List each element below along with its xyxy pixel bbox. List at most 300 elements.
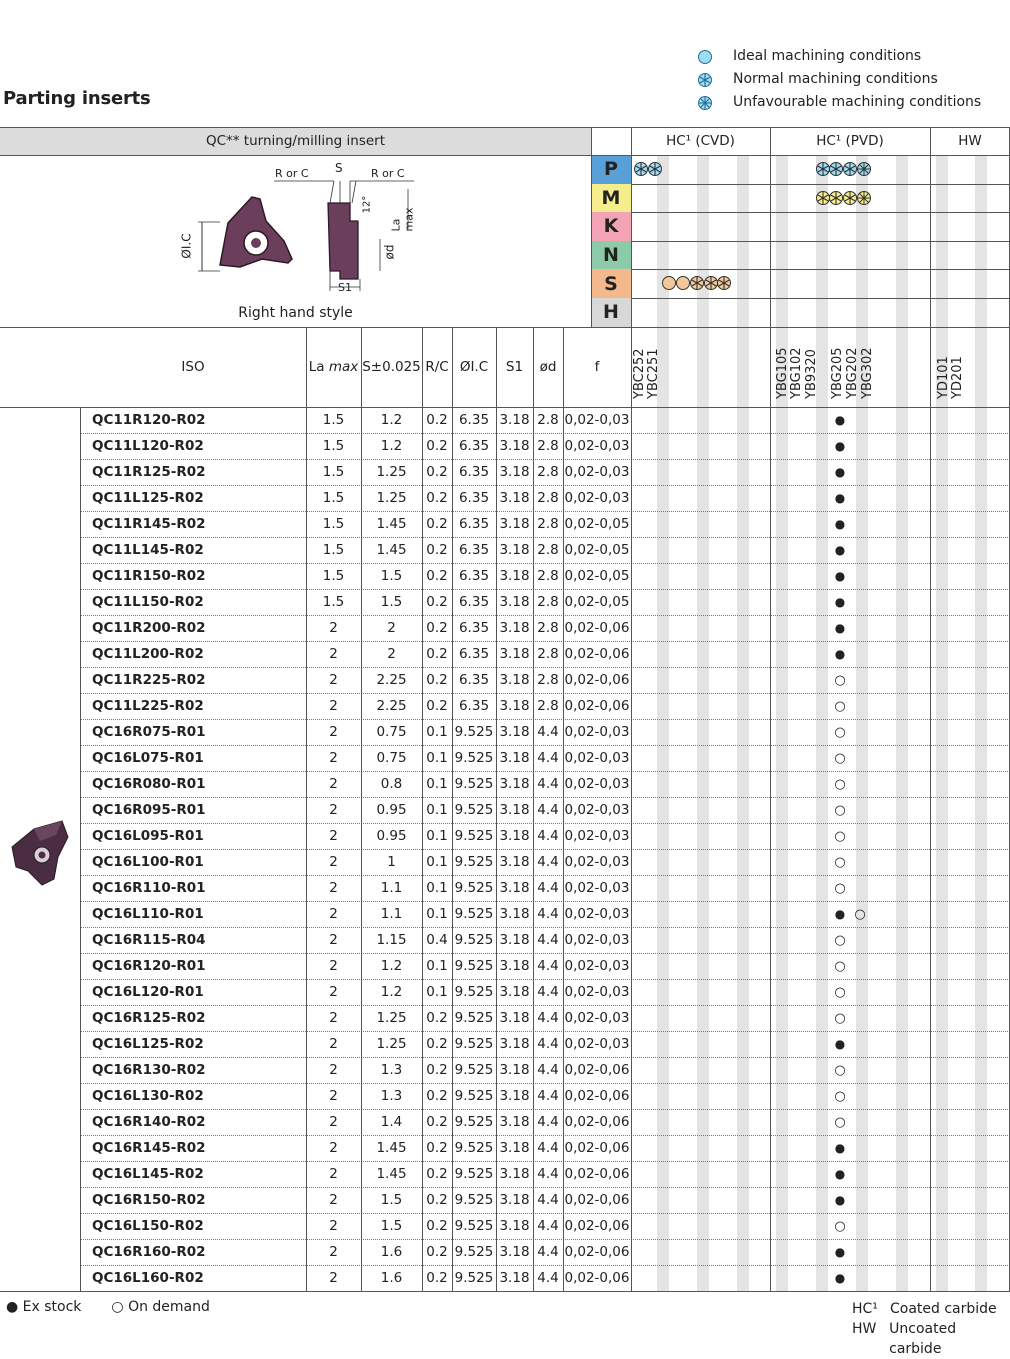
hw-key: HW — [852, 1321, 877, 1337]
on-demand-circle-icon: ○ — [834, 880, 846, 896]
cell-s: 0.8 — [380, 776, 403, 792]
ex-stock-dot-icon: ● — [834, 1141, 846, 1155]
ex-stock-dot-icon: ● — [834, 621, 846, 635]
cell-s1: 3.18 — [499, 1010, 530, 1026]
cell-rc: 0.1 — [426, 776, 448, 792]
cell-iso: QC16L130-R02 — [92, 1088, 204, 1104]
cell-od: 4.4 — [537, 1166, 559, 1182]
on-demand-circle-icon: ○ — [834, 958, 846, 974]
cell-iso: QC16L160-R02 — [92, 1270, 204, 1286]
col-s1: S1 — [505, 359, 524, 375]
cell-od: 2.8 — [537, 516, 559, 532]
cell-s1: 3.18 — [499, 854, 530, 870]
on-demand-circle-icon: ○ — [834, 1114, 846, 1130]
cell-dic: 9.525 — [454, 1192, 494, 1208]
insert-title-cell: QC** turning/milling insert — [0, 127, 591, 155]
cell-f: 0,02-0,03 — [564, 412, 630, 428]
ex-stock-dot-icon: ● — [834, 907, 846, 921]
cell-s1: 3.18 — [499, 438, 530, 454]
ex-stock-dot-icon: ● — [834, 543, 846, 557]
column-divider — [930, 127, 931, 1291]
page-title: Parting inserts — [3, 88, 151, 109]
cell-rc: 0.1 — [426, 828, 448, 844]
cell-rc: 0.2 — [426, 620, 448, 636]
cell-la: 2 — [329, 672, 338, 688]
cell-dic: 6.35 — [458, 438, 490, 454]
cell-od: 2.8 — [537, 620, 559, 636]
legend-normal-label: Normal machining conditions — [733, 71, 938, 87]
material-s: S — [591, 269, 631, 298]
cell-s: 1.1 — [380, 880, 403, 896]
cell-od: 2.8 — [537, 568, 559, 584]
on-demand-circle-icon: ○ — [834, 776, 846, 792]
cell-s1: 3.18 — [499, 594, 530, 610]
cell-f: 0,02-0,06 — [564, 1218, 630, 1234]
cell-dic: 9.525 — [454, 1270, 494, 1286]
grade-label-ybc251: YBC251 — [646, 348, 661, 399]
hw-value: Uncoated carbide — [889, 1321, 957, 1357]
cell-f: 0,02-0,03 — [564, 854, 630, 870]
column-divider — [770, 127, 771, 1291]
cell-s: 2 — [387, 646, 396, 662]
grade-label-yb9320: YB9320 — [804, 349, 819, 399]
insert-drawing-svg — [180, 159, 420, 299]
column-divider — [80, 407, 81, 1291]
grade-label-ybc252: YBC252 — [632, 348, 647, 399]
normal-star-icon — [716, 275, 732, 291]
cell-rc: 0.2 — [426, 1166, 448, 1182]
cell-f: 0,02-0,06 — [564, 1244, 630, 1260]
ex-stock-dot-icon: ● — [834, 1245, 846, 1259]
material-row-divider — [591, 298, 1010, 299]
cell-rc: 0.1 — [426, 984, 448, 1000]
cell-la: 1.5 — [322, 490, 345, 506]
cell-s: 1.6 — [380, 1244, 403, 1260]
cell-dic: 9.525 — [454, 1010, 494, 1026]
cell-rc: 0.2 — [426, 1010, 448, 1026]
cell-dic: 6.35 — [458, 516, 490, 532]
cell-dic: 9.525 — [454, 958, 494, 974]
on-demand-circle-icon: ○ — [834, 724, 846, 740]
cell-f: 0,02-0,06 — [564, 1062, 630, 1078]
cell-dic: 6.35 — [458, 412, 490, 428]
cell-la: 2 — [329, 1244, 338, 1260]
legend-ideal — [695, 45, 981, 68]
cell-rc: 0.1 — [426, 958, 448, 974]
cell-od: 4.4 — [537, 1244, 559, 1260]
col-od: ød — [539, 359, 557, 375]
cell-dic: 9.525 — [454, 1062, 494, 1078]
cell-od: 4.4 — [537, 1114, 559, 1130]
cell-iso: QC16R120-R01 — [92, 958, 206, 974]
cell-od: 2.8 — [537, 672, 559, 688]
column-divider — [306, 327, 307, 1291]
on-demand-label: On demand — [128, 1299, 210, 1315]
cell-od: 4.4 — [537, 1192, 559, 1208]
cell-dic: 9.525 — [454, 750, 494, 766]
drawing-label-od: ød — [382, 244, 397, 260]
cell-f: 0,02-0,03 — [564, 438, 630, 454]
ex-stock-dot-icon: ● — [834, 413, 846, 427]
on-demand-circle-icon: ○ — [834, 1010, 846, 1026]
cell-f: 0,02-0,03 — [564, 724, 630, 740]
cell-f: 0,02-0,06 — [564, 1114, 630, 1130]
cell-dic: 6.35 — [458, 490, 490, 506]
cell-s1: 3.18 — [499, 958, 530, 974]
cell-od: 2.8 — [537, 412, 559, 428]
cell-la: 2 — [329, 1218, 338, 1234]
ex-stock-dot-icon: ● — [834, 1167, 846, 1181]
cell-s1: 3.18 — [499, 542, 530, 558]
cell-f: 0,02-0,05 — [564, 516, 630, 532]
cell-f: 0,02-0,03 — [564, 464, 630, 480]
on-demand-circle-icon: ○ — [834, 1062, 846, 1078]
cell-s: 0.75 — [376, 724, 407, 740]
column-divider — [496, 327, 497, 1291]
cell-la: 1.5 — [322, 594, 345, 610]
cell-dic: 9.525 — [454, 1036, 494, 1052]
grade-label-yd101: YD101 — [936, 356, 951, 399]
cell-dic: 9.525 — [454, 776, 494, 792]
cell-s1: 3.18 — [499, 1088, 530, 1104]
legend-ideal-label: Ideal machining conditions — [733, 48, 922, 64]
cell-s: 1.45 — [376, 1166, 407, 1182]
cell-s: 1.2 — [380, 958, 403, 974]
on-demand-circle-icon: ○ — [111, 1299, 124, 1315]
grade-label-ybg105: YBG105 — [775, 347, 790, 399]
drawing-label-s1: S1 — [338, 281, 352, 294]
cell-rc: 0.2 — [426, 1062, 448, 1078]
cell-od: 4.4 — [537, 828, 559, 844]
cell-rc: 0.2 — [426, 1218, 448, 1234]
ex-stock-dot-icon: ● — [6, 1299, 19, 1315]
cell-s1: 3.18 — [499, 906, 530, 922]
cell-f: 0,02-0,06 — [564, 646, 630, 662]
drawing-label-s: S — [335, 161, 343, 175]
cell-s: 2 — [387, 620, 396, 636]
cell-rc: 0.1 — [426, 854, 448, 870]
on-demand-circle-icon: ○ — [854, 906, 866, 922]
cell-rc: 0.2 — [426, 542, 448, 558]
coating-legend — [852, 1299, 1010, 1359]
cell-dic: 6.35 — [458, 542, 490, 558]
cell-od: 4.4 — [537, 776, 559, 792]
cell-rc: 0.2 — [426, 438, 448, 454]
cell-s1: 3.18 — [499, 828, 530, 844]
material-m: M — [591, 184, 631, 213]
cell-s: 1.5 — [380, 1192, 403, 1208]
cell-iso: QC11R150-R02 — [92, 568, 206, 584]
cell-f: 0,02-0,06 — [564, 1166, 630, 1182]
cell-la: 2 — [329, 880, 338, 896]
cell-la: 2 — [329, 1140, 338, 1156]
cell-f: 0,02-0,03 — [564, 932, 630, 948]
cell-la: 1.5 — [322, 516, 345, 532]
cell-s1: 3.18 — [499, 1192, 530, 1208]
on-demand-circle-icon: ○ — [834, 932, 846, 948]
grade-label-ybg102: YBG102 — [789, 347, 804, 399]
cell-la: 2 — [329, 958, 338, 974]
cell-s1: 3.18 — [499, 802, 530, 818]
cell-f: 0,02-0,03 — [564, 828, 630, 844]
col-dic: ØI.C — [459, 359, 489, 375]
cell-rc: 0.1 — [426, 880, 448, 896]
cell-la: 2 — [329, 1010, 338, 1026]
cell-rc: 0.2 — [426, 672, 448, 688]
group-cvd: HC¹ (CVD) — [666, 133, 735, 149]
material-n: N — [591, 241, 631, 270]
stock-legend — [6, 1299, 210, 1315]
cell-la: 1.5 — [322, 568, 345, 584]
ex-stock-dot-icon: ● — [834, 569, 846, 583]
cell-s: 2.25 — [376, 672, 407, 688]
legend-normal — [695, 68, 981, 91]
cell-s1: 3.18 — [499, 490, 530, 506]
drawing-label-dic: ØI.C — [179, 233, 194, 259]
cell-od: 4.4 — [537, 1218, 559, 1234]
cell-iso: QC11R145-R02 — [92, 516, 206, 532]
normal-star-icon — [697, 72, 713, 88]
cell-s: 1.45 — [376, 516, 407, 532]
on-demand-circle-icon: ○ — [834, 828, 846, 844]
column-divider — [361, 327, 362, 1291]
cell-dic: 9.525 — [454, 1166, 494, 1182]
cell-iso: QC16R130-R02 — [92, 1062, 206, 1078]
cell-dic: 9.525 — [454, 880, 494, 896]
cell-rc: 0.2 — [426, 594, 448, 610]
cell-f: 0,02-0,05 — [564, 568, 630, 584]
cell-rc: 0.1 — [426, 724, 448, 740]
cell-f: 0,02-0,03 — [564, 880, 630, 896]
col-lamax-base: La — [308, 359, 325, 375]
column-divider — [631, 127, 632, 1291]
table-rule — [0, 127, 1010, 128]
cell-la: 2 — [329, 1088, 338, 1104]
cell-la: 1.5 — [322, 464, 345, 480]
cell-rc: 0.2 — [426, 516, 448, 532]
cell-f: 0,02-0,03 — [564, 984, 630, 1000]
cell-iso: QC11R120-R02 — [92, 412, 206, 428]
grade-label-ybg202: YBG202 — [845, 347, 860, 399]
cell-s: 1.25 — [376, 1036, 407, 1052]
cell-s1: 3.18 — [499, 932, 530, 948]
cell-iso: QC16R110-R01 — [92, 880, 206, 896]
col-lamax-italic: max — [328, 359, 359, 375]
cell-iso: QC16R160-R02 — [92, 1244, 206, 1260]
cell-od: 2.8 — [537, 490, 559, 506]
cell-s1: 3.18 — [499, 776, 530, 792]
cell-f: 0,02-0,06 — [564, 1088, 630, 1104]
drawing-label-r-right: R or C — [371, 167, 405, 180]
cell-f: 0,02-0,03 — [564, 490, 630, 506]
cell-od: 4.4 — [537, 906, 559, 922]
cell-rc: 0.2 — [426, 1140, 448, 1156]
cell-iso: QC16L100-R01 — [92, 854, 204, 870]
cell-s: 1.2 — [380, 984, 403, 1000]
cell-od: 4.4 — [537, 984, 559, 1000]
cell-s1: 3.18 — [499, 1062, 530, 1078]
group-hw: HW — [958, 133, 982, 149]
col-s: S±0.025 — [362, 359, 421, 375]
cell-dic: 6.35 — [458, 646, 490, 662]
cell-f: 0,02-0,03 — [564, 1036, 630, 1052]
cell-rc: 0.2 — [426, 1114, 448, 1130]
cell-la: 2 — [329, 1062, 338, 1078]
cell-od: 4.4 — [537, 1140, 559, 1156]
cell-rc: 0.4 — [426, 932, 448, 948]
hc-key: HC¹ — [852, 1301, 878, 1317]
col-f: f — [594, 359, 600, 375]
cell-dic: 9.525 — [454, 1244, 494, 1260]
ex-stock-legend — [6, 1299, 81, 1315]
cell-od: 4.4 — [537, 880, 559, 896]
cell-s: 1.2 — [380, 412, 403, 428]
ex-stock-dot-icon: ● — [834, 517, 846, 531]
cell-iso: QC11L125-R02 — [92, 490, 204, 506]
grade-label-yd201: YD201 — [950, 356, 965, 399]
cell-la: 2 — [329, 1114, 338, 1130]
cell-f: 0,02-0,03 — [564, 958, 630, 974]
cell-s: 1.6 — [380, 1270, 403, 1286]
material-h: H — [591, 298, 631, 327]
cell-f: 0,02-0,03 — [564, 802, 630, 818]
cell-rc: 0.2 — [426, 464, 448, 480]
cell-od: 4.4 — [537, 1036, 559, 1052]
cell-s1: 3.18 — [499, 1140, 530, 1156]
cell-od: 4.4 — [537, 854, 559, 870]
cell-s: 0.95 — [376, 828, 407, 844]
on-demand-circle-icon: ○ — [834, 672, 846, 688]
cell-iso: QC11R125-R02 — [92, 464, 206, 480]
cell-iso: QC16R150-R02 — [92, 1192, 206, 1208]
grade-label-ybg205: YBG205 — [830, 347, 845, 399]
material-k: K — [591, 212, 631, 241]
cell-la: 1.5 — [322, 412, 345, 428]
on-demand-circle-icon: ○ — [834, 1218, 846, 1234]
table-rule — [0, 327, 1010, 328]
cell-la: 2 — [329, 828, 338, 844]
cell-dic: 9.525 — [454, 1088, 494, 1104]
ex-stock-dot-icon: ● — [834, 595, 846, 609]
cell-s1: 3.18 — [499, 750, 530, 766]
cell-s: 1.25 — [376, 464, 407, 480]
table-rule — [0, 155, 1010, 156]
cell-iso: QC11L145-R02 — [92, 542, 204, 558]
cell-iso: QC16R115-R04 — [92, 932, 206, 948]
cell-iso: QC11L150-R02 — [92, 594, 204, 610]
cell-iso: QC16L150-R02 — [92, 1218, 204, 1234]
cell-od: 2.8 — [537, 698, 559, 714]
on-demand-circle-icon: ○ — [834, 698, 846, 714]
cell-dic: 9.525 — [454, 1218, 494, 1234]
column-divider — [452, 327, 453, 1291]
ex-stock-dot-icon: ● — [834, 491, 846, 505]
cell-od: 2.8 — [537, 542, 559, 558]
cell-rc: 0.2 — [426, 1244, 448, 1260]
cell-s: 0.95 — [376, 802, 407, 818]
cell-f: 0,02-0,06 — [564, 1140, 630, 1156]
unfavourable-star-icon — [697, 95, 713, 111]
cell-s1: 3.18 — [499, 646, 530, 662]
unfavourable-star-icon — [856, 190, 872, 206]
cell-s1: 3.18 — [499, 698, 530, 714]
cell-s: 1.5 — [380, 1218, 403, 1234]
insert-drawing — [180, 159, 420, 299]
on-demand-circle-icon: ○ — [834, 750, 846, 766]
cell-s: 1 — [387, 854, 396, 870]
cell-la: 2 — [329, 984, 338, 1000]
cell-od: 4.4 — [537, 1270, 559, 1286]
cell-dic: 9.525 — [454, 1140, 494, 1156]
ex-stock-dot-icon: ● — [834, 647, 846, 661]
cell-la: 2 — [329, 646, 338, 662]
column-divider — [563, 327, 564, 1291]
cell-la: 2 — [329, 1166, 338, 1182]
cell-s: 0.75 — [376, 750, 407, 766]
cell-s: 1.4 — [380, 1114, 403, 1130]
drawing-label-angle: 12° — [361, 195, 373, 214]
col-rc: R/C — [425, 359, 449, 375]
cell-dic: 9.525 — [454, 1114, 494, 1130]
legend-unfavourable-label: Unfavourable machining conditions — [733, 94, 982, 110]
cell-f: 0,02-0,05 — [564, 594, 630, 610]
table-rule — [0, 1291, 1010, 1292]
cell-s1: 3.18 — [499, 620, 530, 636]
cell-rc: 0.1 — [426, 906, 448, 922]
cell-f: 0,02-0,06 — [564, 672, 630, 688]
cell-s: 1.1 — [380, 906, 403, 922]
cell-iso: QC16L145-R02 — [92, 1166, 204, 1182]
cell-s: 1.25 — [376, 1010, 407, 1026]
cell-iso: QC16L095-R01 — [92, 828, 204, 844]
cell-od: 4.4 — [537, 802, 559, 818]
cell-rc: 0.2 — [426, 568, 448, 584]
cell-od: 4.4 — [537, 1062, 559, 1078]
cell-dic: 6.35 — [458, 568, 490, 584]
group-pvd: HC¹ (PVD) — [816, 133, 884, 149]
cell-dic: 6.35 — [458, 620, 490, 636]
cell-iso: QC16L110-R01 — [92, 906, 204, 922]
cell-f: 0,02-0,03 — [564, 1010, 630, 1026]
ideal-circle-icon — [697, 49, 713, 65]
cell-rc: 0.2 — [426, 1036, 448, 1052]
material-row-divider — [591, 269, 1010, 270]
cell-la: 2 — [329, 854, 338, 870]
cell-iso: QC11R200-R02 — [92, 620, 206, 636]
cell-od: 4.4 — [537, 932, 559, 948]
ex-stock-dot-icon: ● — [834, 465, 846, 479]
cell-s: 1.45 — [376, 542, 407, 558]
material-p: P — [591, 155, 631, 184]
cell-f: 0,02-0,06 — [564, 698, 630, 714]
cell-la: 2 — [329, 750, 338, 766]
legend-unfavourable — [695, 91, 981, 114]
column-divider — [422, 327, 423, 1291]
cell-s: 1.45 — [376, 1140, 407, 1156]
cell-iso: QC11L120-R02 — [92, 438, 204, 454]
cell-s: 1.5 — [380, 594, 403, 610]
cell-iso: QC16L125-R02 — [92, 1036, 204, 1052]
cell-dic: 9.525 — [454, 906, 494, 922]
on-demand-circle-icon: ○ — [834, 802, 846, 818]
machining-legend — [695, 45, 981, 114]
cell-la: 2 — [329, 698, 338, 714]
cell-iso: QC11R225-R02 — [92, 672, 206, 688]
cell-s1: 3.18 — [499, 568, 530, 584]
cell-iso: QC16L075-R01 — [92, 750, 204, 766]
on-demand-circle-icon: ○ — [834, 854, 846, 870]
cell-od: 2.8 — [537, 438, 559, 454]
